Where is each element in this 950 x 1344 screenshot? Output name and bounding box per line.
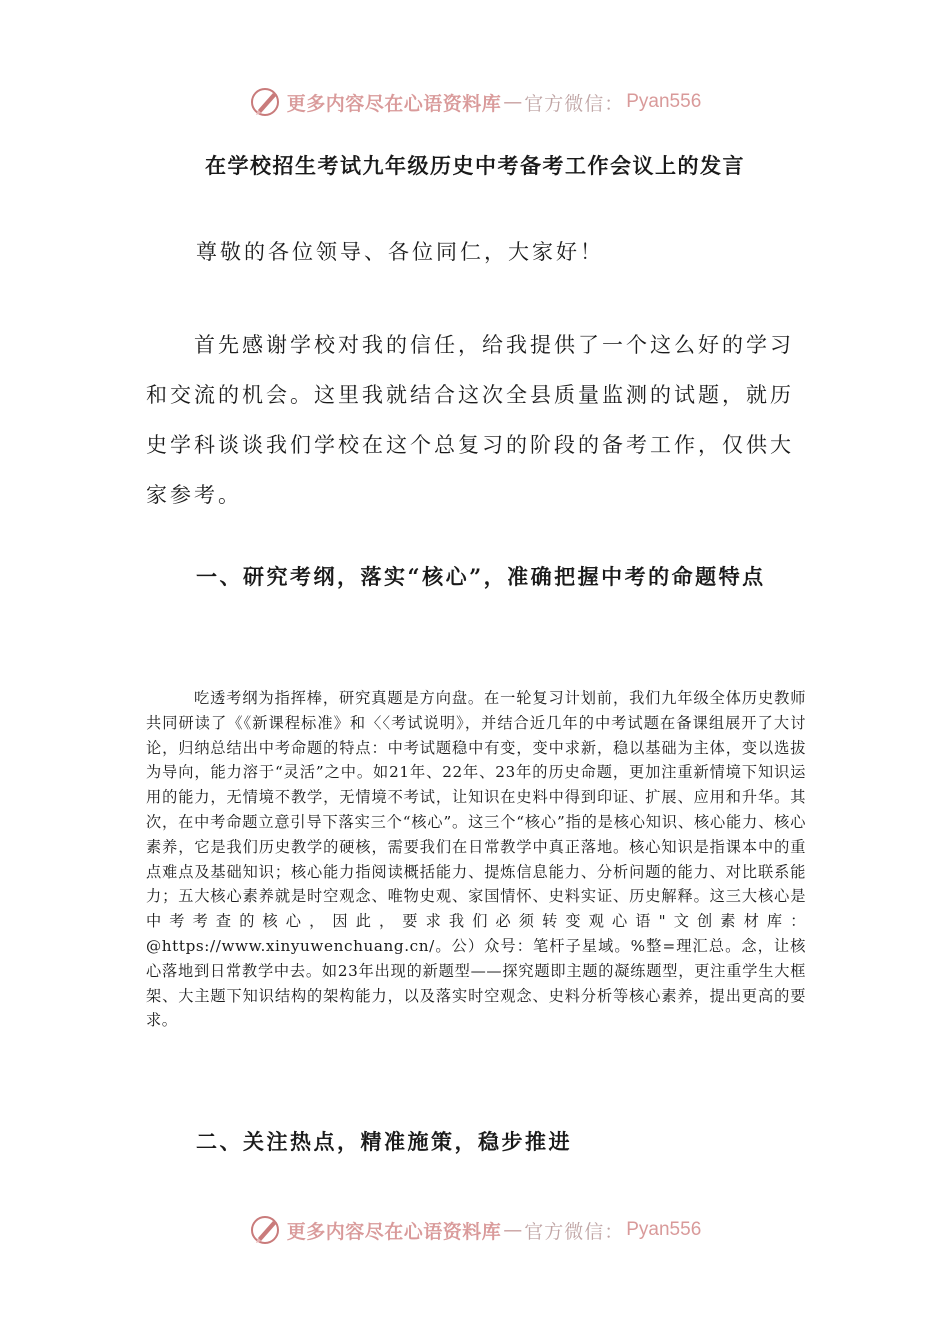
intro-paragraph: 首先感谢学校对我的信任，给我提供了一个这么好的学习和交流的机会。这里我就结合这次全县质量监测的试题，就历史学科谈谈我们学校在这个总复习的阶段的备考工作，仅供大家参考。 <box>146 333 794 507</box>
footer-watermark-banner <box>0 1210 950 1250</box>
document-title: 在学校招生考试九年级历史中考备考工作会议上的发言 <box>205 153 745 178</box>
banner-wechat-label: 官方微信： <box>524 92 625 115</box>
section-1-heading: 一、研究考纲，落实“核心”，准确把握中考的命题特点 <box>196 564 766 589</box>
banner-wechat-label: 官方微信： <box>524 1220 625 1243</box>
banner-text: 更多内容尽在心语资料库 <box>286 1220 502 1243</box>
pen-logo-icon <box>249 1213 283 1247</box>
banner-dash: — <box>503 91 523 113</box>
banner-account: Pyan556 <box>626 91 702 112</box>
section-1-body: 吃透考纲为指挥棒，研究真题是方向盘。在一轮复习计划前，我们九年级全体历史教师共同研读了《《新课程标准》和〈〈考试说明》，并结合近几年的中考试题在备课组展开了大讨论，归纳总结出中考命题的特点：中考试题稳中有变，变中求新，稳以基础为主体，变以选拔为导向，能力溶于“灵活”之中。如21年、22年、23年的历史命题，更加注重新情境下知识运用的能力，无情境不教学，无情境不考试，让知识在史料中得到印证、扩展、应用和升华。其次，在中考命题立意引导下落实三个“核心”。这三个“核心”指的是核心知识、核心能力、核心素养，它是我们历史教学的硬核，需要我们在日常教学中真正落地。核心知识是指课本中的重点难点及基础知识；核心能力指阅读概括能力、提炼信息能力、分析问题的能力、对比联系能力；五大核心素养就是时空观念、唯物史观、家国情怀、史料实证、历史解释。这三大核心是中考考查的核心，因此，要求我们必须转变观心语"文创素材库：@https://www.xinyuwenchuang.cn/。公）众号：笔杆子星域。%整=理汇总。念，让核心落地到日常教学中去。如23年出现的新题型——探究题即主题的凝练题型，更注重学生大框架、大主题下知识结构的架构能力，以及落实时空观念、史料分析等核心素养，提出更高的要求。 <box>146 689 806 1030</box>
pen-logo-icon <box>249 85 283 119</box>
section-2-heading: 二、关注热点，精准施策，稳步推进 <box>196 1129 572 1154</box>
greeting-line: 尊敬的各位领导、各位同仁，大家好！ <box>196 240 604 264</box>
banner-text: 更多内容尽在心语资料库 <box>286 92 502 115</box>
banner-dash: — <box>503 1219 523 1241</box>
banner-account: Pyan556 <box>626 1219 702 1240</box>
header-watermark-banner <box>0 82 950 122</box>
